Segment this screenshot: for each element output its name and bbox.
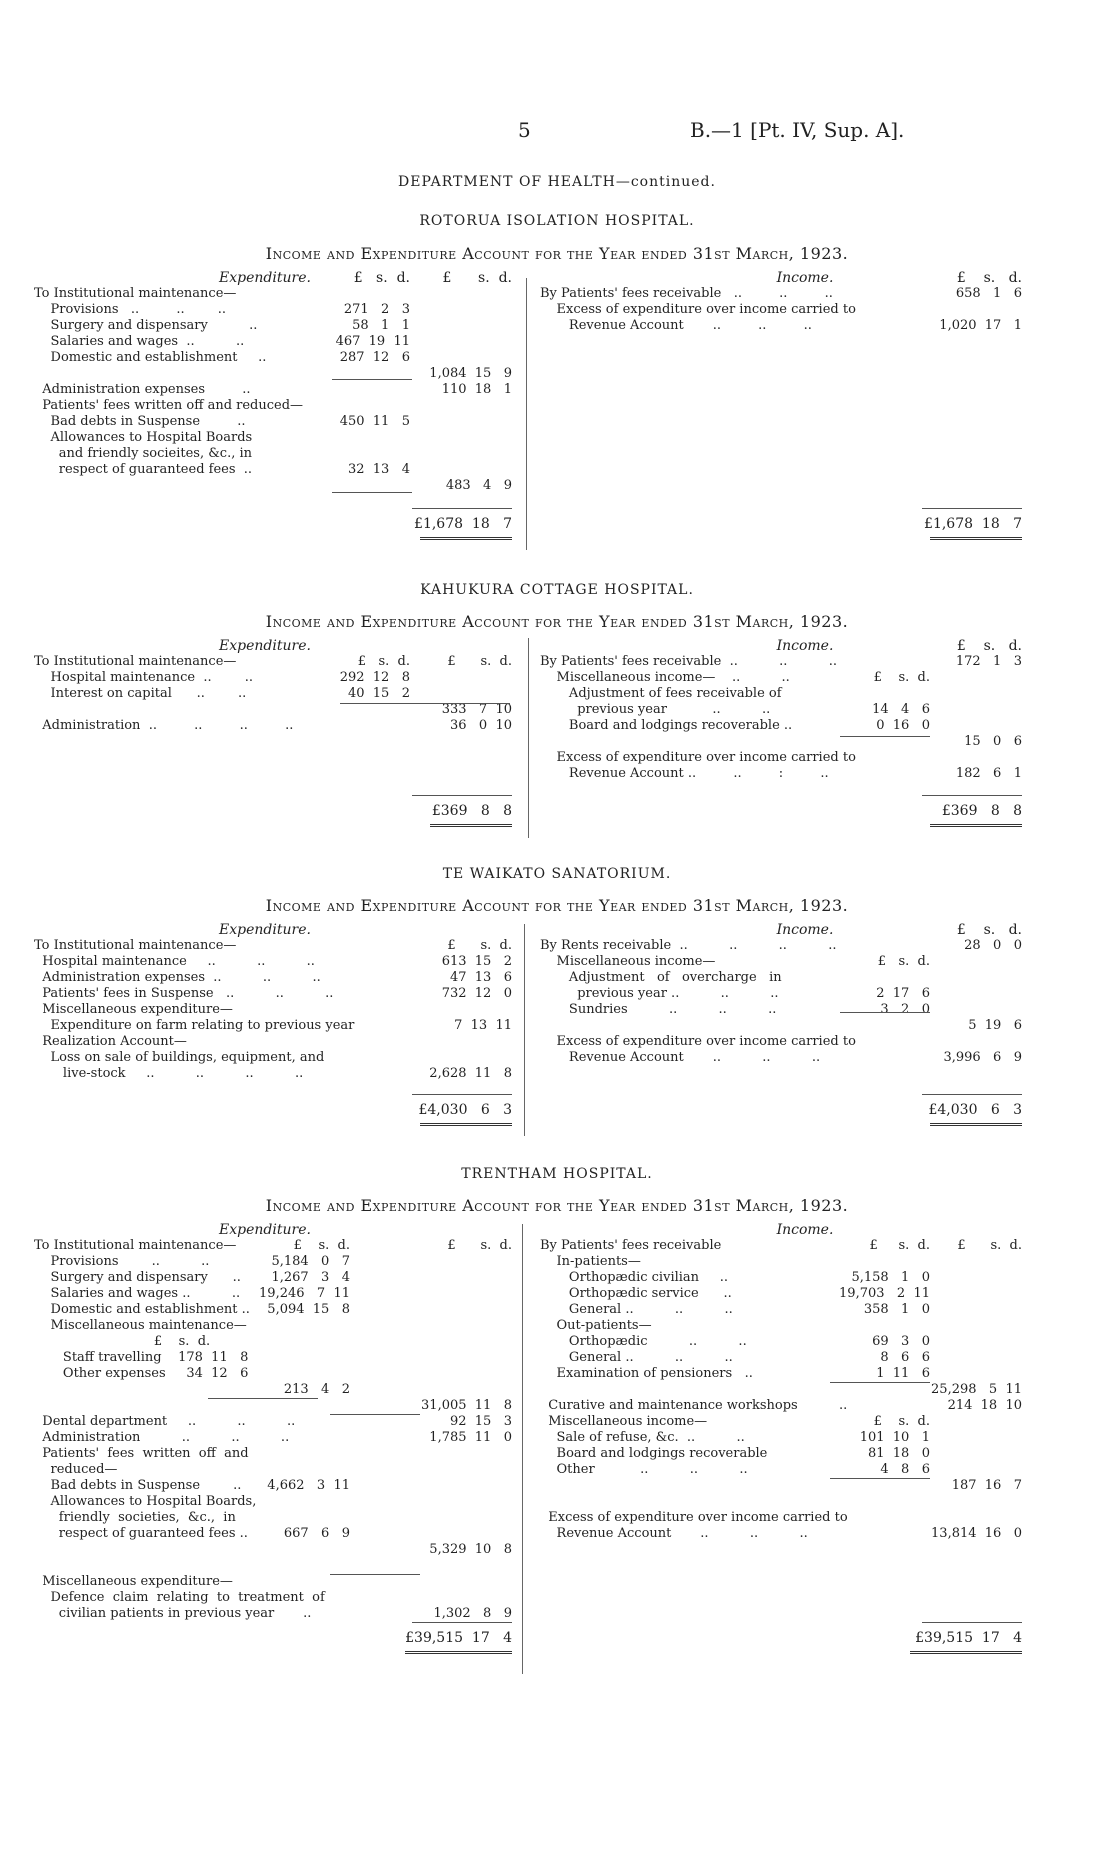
income-heading: Income. bbox=[776, 270, 834, 286]
column-header: £ s. d. bbox=[442, 270, 512, 286]
row-label: Patients' fees in Suspense .. .. .. bbox=[34, 986, 334, 1001]
row-label: Adjustment of overcharge in bbox=[540, 970, 782, 985]
amount-cell: 214 18 10 bbox=[947, 1398, 1022, 1413]
expenditure-total: £39,515 17 4 bbox=[405, 1630, 512, 1646]
section-title: TRENTHAM HOSPITAL. bbox=[461, 1166, 653, 1182]
row-label: General .. .. .. bbox=[540, 1350, 733, 1365]
account-title: Income and Expenditure Account for the Year ended 31st March, 1923. bbox=[265, 1196, 849, 1215]
amount-cell: 271 2 3 bbox=[343, 302, 410, 317]
amount-cell: 28 0 0 bbox=[964, 938, 1022, 953]
row-label: By Patients' fees receivable .. .. .. bbox=[540, 654, 838, 669]
section-title: KAHUKURA COTTAGE HOSPITAL. bbox=[420, 582, 694, 598]
row-label: Hospital maintenance .. .. bbox=[34, 670, 253, 685]
amount-cell: 3 2 0 bbox=[880, 1002, 930, 1017]
amount-cell: 40 15 2 bbox=[347, 686, 410, 701]
expenditure-total: £4,030 6 3 bbox=[418, 1102, 512, 1118]
row-label: respect of guaranteed fees .. bbox=[34, 1526, 248, 1541]
row-label: Sale of refuse, &c. .. .. bbox=[540, 1430, 745, 1445]
row-label: Orthopædic .. .. bbox=[540, 1334, 747, 1349]
account-title: Income and Expenditure Account for the Year ended 31st March, 1923. bbox=[265, 612, 849, 631]
row-label: Salaries and wages .. .. bbox=[34, 1286, 241, 1301]
amount-cell: 92 15 3 bbox=[449, 1414, 512, 1429]
row-label: Revenue Account .. .. .. bbox=[540, 1526, 808, 1541]
page-number: 5 bbox=[518, 118, 531, 142]
amount-cell: 47 13 6 bbox=[449, 970, 512, 985]
amount-cell: 333 7 10 bbox=[441, 702, 512, 717]
row-label: By Patients' fees receivable bbox=[540, 1238, 722, 1253]
amount-cell: 2,628 11 8 bbox=[429, 1066, 512, 1081]
amount-cell: 667 6 9 bbox=[283, 1526, 350, 1541]
amount-cell: 732 12 0 bbox=[441, 986, 512, 1001]
document-reference: B.—1 [Pt. IV, Sup. A]. bbox=[690, 118, 905, 142]
row-label: Defence claim relating to treatment of bbox=[34, 1590, 325, 1605]
amount-cell: 172 1 3 bbox=[955, 654, 1022, 669]
row-label: previous year .. .. bbox=[540, 702, 771, 717]
income-total: £4,030 6 3 bbox=[928, 1102, 1022, 1118]
amount-cell: £ s. d. bbox=[873, 1414, 930, 1429]
amount-cell: 4 8 6 bbox=[880, 1462, 930, 1477]
amount-cell: 101 10 1 bbox=[859, 1430, 930, 1445]
row-label: Other .. .. .. bbox=[540, 1462, 748, 1477]
row-label: Administration .. .. .. .. bbox=[34, 718, 294, 733]
amount-cell: £ s. d. bbox=[877, 954, 930, 969]
amount-cell: 5,094 15 8 bbox=[267, 1302, 350, 1317]
row-label: live-stock .. .. .. .. bbox=[34, 1066, 304, 1081]
amount-cell: 13,814 16 0 bbox=[931, 1526, 1022, 1541]
row-label: Domestic and establishment .. bbox=[34, 350, 275, 365]
row-label: Sundries .. .. .. bbox=[540, 1002, 777, 1017]
income-heading: Income. bbox=[776, 922, 834, 938]
amount-cell: 213 4 2 bbox=[283, 1382, 350, 1397]
row-label: Hospital maintenance .. .. .. bbox=[34, 954, 315, 969]
row-label: Domestic and establishment .. bbox=[34, 1302, 250, 1317]
amount-cell: £ s. d. bbox=[957, 1238, 1022, 1253]
row-label: Interest on capital .. .. bbox=[34, 686, 247, 701]
amount-cell: 8 6 6 bbox=[880, 1350, 930, 1365]
row-label: Examination of pensioners .. bbox=[540, 1366, 753, 1381]
row-label: Patients' fees written off and bbox=[34, 1446, 249, 1461]
amount-cell: 25,298 5 11 bbox=[931, 1382, 1022, 1397]
row-label: Excess of expenditure over income carried to bbox=[540, 1510, 848, 1525]
section-title: TE WAIKATO SANATORIUM. bbox=[442, 866, 672, 882]
amount-cell: 3,996 6 9 bbox=[943, 1050, 1022, 1065]
row-label: Surgery and dispensary .. bbox=[34, 318, 266, 333]
row-label: Miscellaneous expenditure— bbox=[34, 1574, 233, 1589]
amount-cell: 287 12 6 bbox=[339, 350, 410, 365]
row-label: Adjustment of fees receivable of bbox=[540, 686, 782, 701]
row-label: Curative and maintenance workshops .. bbox=[540, 1398, 848, 1413]
row-label: friendly societies, &c., in bbox=[34, 1510, 236, 1525]
row-label: Expenditure on farm relating to previous year bbox=[34, 1018, 355, 1033]
amount-cell: £ s. d. bbox=[447, 654, 512, 669]
row-label: In-patients— bbox=[540, 1254, 641, 1269]
amount-cell: £ s. d. bbox=[869, 1238, 930, 1253]
row-label: Provisions .. .. bbox=[34, 1254, 210, 1269]
row-label: Bad debts in Suspense .. bbox=[34, 414, 254, 429]
column-header: £ s. d. bbox=[956, 270, 1022, 286]
department-heading: DEPARTMENT OF HEALTH—continued. bbox=[398, 174, 716, 190]
amount-cell: 1,785 11 0 bbox=[429, 1430, 512, 1445]
row-label: Administration .. .. .. bbox=[34, 1430, 290, 1445]
expenditure-heading: Expenditure. bbox=[219, 270, 311, 286]
amount-cell: 1,020 17 1 bbox=[939, 318, 1022, 333]
income-total: £369 8 8 bbox=[941, 803, 1022, 819]
row-label: Orthopædic service .. bbox=[540, 1286, 732, 1301]
row-label: Revenue Account .. .. : .. bbox=[540, 766, 829, 781]
row-label: Excess of expenditure over income carried to bbox=[540, 750, 856, 765]
expenditure-total: £369 8 8 bbox=[431, 803, 512, 819]
column-header: £ s. d. bbox=[956, 922, 1022, 938]
amount-cell: 658 1 6 bbox=[955, 286, 1022, 301]
amount-cell: 2 17 6 bbox=[876, 986, 930, 1001]
row-label: Revenue Account .. .. .. bbox=[540, 1050, 821, 1065]
expenditure-total: £1,678 18 7 bbox=[414, 516, 512, 532]
amount-cell: £ s. d. bbox=[357, 654, 410, 669]
row-label: Board and lodgings recoverable .. bbox=[540, 718, 793, 733]
row-label: General .. .. .. bbox=[540, 1302, 733, 1317]
row-label: reduced— bbox=[34, 1462, 118, 1477]
amount-cell: 0 16 0 bbox=[876, 718, 930, 733]
row-label: civilian patients in previous year .. bbox=[34, 1606, 312, 1621]
amount-cell: 7 13 11 bbox=[454, 1018, 512, 1033]
row-label: Bad debts in Suspense .. bbox=[34, 1478, 242, 1493]
row-label: £ s. d. bbox=[34, 1334, 211, 1349]
amount-cell: 5 19 6 bbox=[968, 1018, 1022, 1033]
amount-cell: 182 6 1 bbox=[955, 766, 1022, 781]
row-label: To Institutional maintenance— bbox=[34, 1238, 237, 1253]
amount-cell: 5,184 0 7 bbox=[271, 1254, 350, 1269]
row-label: By Rents receivable .. .. .. .. bbox=[540, 938, 837, 953]
row-label: Patients' fees written off and reduced— bbox=[34, 398, 304, 413]
amount-cell: 4,662 3 11 bbox=[267, 1478, 350, 1493]
amount-cell: 483 4 9 bbox=[445, 478, 512, 493]
amount-cell: 36 0 10 bbox=[449, 718, 512, 733]
account-title: Income and Expenditure Account for the Year ended 31st March, 1923. bbox=[265, 244, 849, 263]
row-label: Out-patients— bbox=[540, 1318, 652, 1333]
amount-cell: £ s. d. bbox=[293, 1238, 350, 1253]
amount-cell: 1,084 15 9 bbox=[429, 366, 512, 381]
amount-cell: 613 15 2 bbox=[441, 954, 512, 969]
amount-cell: 450 11 5 bbox=[339, 414, 410, 429]
amount-cell: 1,267 3 4 bbox=[271, 1270, 350, 1285]
amount-cell: 19,246 7 11 bbox=[259, 1286, 350, 1301]
row-label: Staff travelling 178 11 8 bbox=[34, 1350, 249, 1365]
row-label: To Institutional maintenance— bbox=[34, 938, 237, 953]
row-label: Surgery and dispensary .. bbox=[34, 1270, 241, 1285]
row-label: Excess of expenditure over income carried to bbox=[540, 302, 856, 317]
expenditure-heading: Expenditure. bbox=[219, 922, 311, 938]
expenditure-heading: Expenditure. bbox=[219, 1222, 311, 1238]
row-label: respect of guaranteed fees .. bbox=[34, 462, 261, 477]
row-label: Dental department .. .. .. bbox=[34, 1414, 296, 1429]
amount-cell: £ s. d. bbox=[447, 1238, 512, 1253]
row-label: To Institutional maintenance— bbox=[34, 286, 237, 301]
column-header: £ s. d. bbox=[956, 638, 1022, 654]
row-label: Excess of expenditure over income carried to bbox=[540, 1034, 856, 1049]
row-label: Miscellaneous income— .. .. bbox=[540, 670, 790, 685]
amount-cell: 110 18 1 bbox=[441, 382, 512, 397]
row-label: Administration expenses .. .. .. bbox=[34, 970, 321, 985]
amount-cell: 31,005 11 8 bbox=[421, 1398, 512, 1413]
amount-cell: 292 12 8 bbox=[339, 670, 410, 685]
row-label: previous year .. .. .. bbox=[540, 986, 779, 1001]
amount-cell: 81 18 0 bbox=[867, 1446, 930, 1461]
expenditure-heading: Expenditure. bbox=[219, 638, 311, 654]
amount-cell: 1,302 8 9 bbox=[433, 1606, 512, 1621]
amount-cell: 15 0 6 bbox=[964, 734, 1022, 749]
row-label: Administration expenses .. bbox=[34, 382, 251, 397]
income-total: £1,678 18 7 bbox=[924, 516, 1022, 532]
amount-cell: 5,329 10 8 bbox=[429, 1542, 512, 1557]
income-heading: Income. bbox=[776, 638, 834, 654]
row-label: Loss on sale of buildings, equipment, and bbox=[34, 1050, 325, 1065]
row-label: Provisions .. .. .. bbox=[34, 302, 235, 317]
amount-cell: 1 11 6 bbox=[876, 1366, 930, 1381]
row-label: Miscellaneous income— bbox=[540, 1414, 708, 1429]
row-label: Orthopædic civilian .. bbox=[540, 1270, 728, 1285]
row-label: Salaries and wages .. .. bbox=[34, 334, 253, 349]
row-label: To Institutional maintenance— bbox=[34, 654, 237, 669]
section-title: ROTORUA ISOLATION HOSPITAL. bbox=[419, 213, 695, 229]
row-label: Miscellaneous expenditure— bbox=[34, 1002, 233, 1017]
amount-cell: 5,158 1 0 bbox=[851, 1270, 930, 1285]
amount-cell: 467 19 11 bbox=[335, 334, 410, 349]
row-label: and friendly socieites, &c., in bbox=[34, 446, 252, 461]
row-label: Miscellaneous income— bbox=[540, 954, 716, 969]
row-label: Allowances to Hospital Boards, bbox=[34, 1494, 257, 1509]
amount-cell: 14 4 6 bbox=[872, 702, 930, 717]
amount-cell: 187 16 7 bbox=[951, 1478, 1022, 1493]
row-label: Allowances to Hospital Boards bbox=[34, 430, 253, 445]
row-label: Miscellaneous maintenance— bbox=[34, 1318, 247, 1333]
amount-cell: 69 3 0 bbox=[872, 1334, 930, 1349]
amount-cell: 58 1 1 bbox=[352, 318, 410, 333]
amount-cell: 358 1 0 bbox=[863, 1302, 930, 1317]
row-label: By Patients' fees receivable .. .. .. bbox=[540, 286, 833, 301]
row-label: Other expenses 34 12 6 bbox=[34, 1366, 249, 1381]
income-heading: Income. bbox=[776, 1222, 834, 1238]
row-label: Board and lodgings recoverable bbox=[540, 1446, 768, 1461]
income-total: £39,515 17 4 bbox=[915, 1630, 1022, 1646]
amount-cell: £ s. d. bbox=[447, 938, 512, 953]
account-title: Income and Expenditure Account for the Year ended 31st March, 1923. bbox=[265, 896, 849, 915]
amount-cell: 19,703 2 11 bbox=[839, 1286, 930, 1301]
amount-cell: £ s. d. bbox=[873, 670, 930, 685]
row-label: Revenue Account .. .. .. bbox=[540, 318, 812, 333]
column-header: £ s. d. bbox=[353, 270, 410, 286]
amount-cell: 32 13 4 bbox=[347, 462, 410, 477]
row-label: Realization Account— bbox=[34, 1034, 187, 1049]
